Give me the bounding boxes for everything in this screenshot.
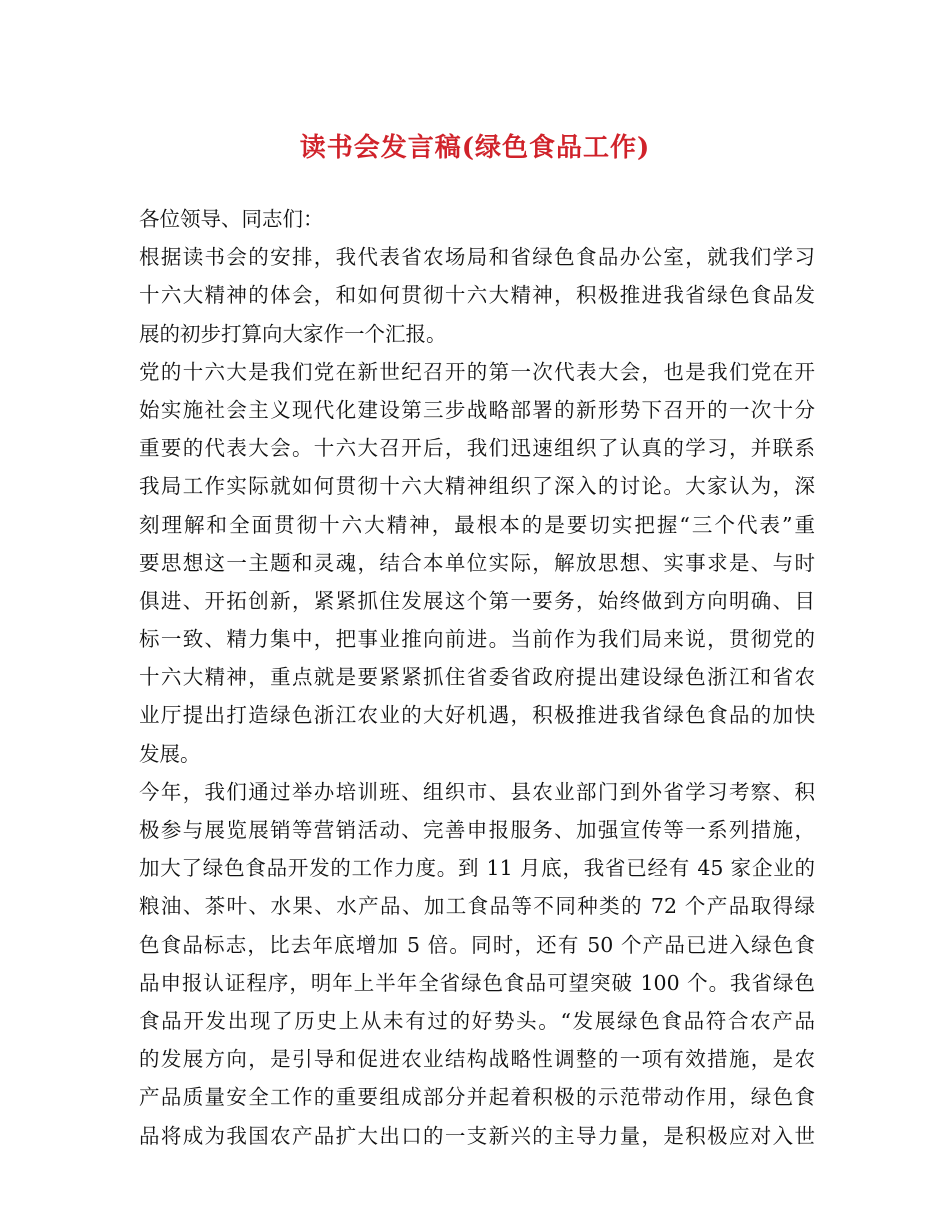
- body-line: 品申报认证程序，明年上半年全省绿色食品可望突破 100 个。我省绿色: [139, 970, 815, 995]
- body-line: 加大了绿色食品开发的工作力度。到 11 月底，我省已经有 45 家企业的: [139, 856, 815, 881]
- body-line: 极参与展览展销等营销活动、完善申报服务、加强宣传等一系列措施，: [139, 818, 815, 842]
- body-line: 发展。: [139, 741, 201, 766]
- body-line: 刻理解和全面贯彻十六大精神，最根本的是要切实把握“三个代表”重: [139, 512, 815, 537]
- body-line: 品将成为我国农产品扩大出口的一支新兴的主导力量，是积极应对入世: [139, 1123, 815, 1148]
- body-line: 今年，我们通过举办培训班、组织市、县农业部门到外省学习考察、积: [139, 779, 815, 804]
- body-line: 的发展方向，是引导和促进农业结构战略性调整的一项有效措施，是农: [139, 1047, 815, 1072]
- body-line: 俱进、开拓创新，紧紧抓住发展这个第一要务，始终做到方向明确、目: [139, 588, 815, 613]
- body-line: 始实施社会主义现代化建设第三步战略部署的新形势下召开的一次十分: [139, 397, 815, 422]
- body-line: 十六大精神的体会，和如何贯彻十六大精神，积极推进我省绿色食品发: [139, 283, 815, 308]
- body-line: 根据读书会的安排，我代表省农场局和省绿色食品办公室，就我们学习: [139, 245, 815, 270]
- body-line: 粮油、茶叶、水果、水产品、加工食品等不同种类的 72 个产品取得绿: [139, 894, 815, 919]
- body-line: 各位领导、同志们：: [139, 207, 324, 231]
- body-line: 色食品标志，比去年底增加 5 倍。同时，还有 50 个产品已进入绿色食: [139, 932, 815, 957]
- body-line: 党的十六大是我们党在新世纪召开的第一次代表大会，也是我们党在开: [139, 359, 815, 384]
- document-body: [139, 200, 815, 1155]
- body-line: 产品质量安全工作的重要组成部分并起着积极的示范带动作用，绿色食: [139, 1085, 815, 1110]
- body-line: 食品开发出现了历史上从未有过的好势头。“发展绿色食品符合农产品: [139, 1008, 815, 1033]
- body-line: 展的初步打算向大家作一个汇报。: [139, 321, 447, 346]
- body-line: 要思想这一主题和灵魂，结合本单位实际，解放思想、实事求是、与时: [139, 550, 815, 575]
- document-title: 读书会发言稿(绿色食品工作): [299, 133, 651, 163]
- body-line: 我局工作实际就如何贯彻十六大精神组织了深入的讨论。大家认为，深: [139, 474, 815, 499]
- body-line: 十六大精神，重点就是要紧紧抓住省委省政府提出建设绿色浙江和省农: [139, 665, 815, 690]
- body-line: 业厅提出打造绿色浙江农业的大好机遇，积极推进我省绿色食品的加快: [139, 703, 815, 728]
- body-line: 重要的代表大会。十六大召开后，我们迅速组织了认真的学习，并联系: [139, 436, 815, 461]
- body-line: 标一致、精力集中，把事业推向前进。当前作为我们局来说，贯彻党的: [139, 627, 815, 652]
